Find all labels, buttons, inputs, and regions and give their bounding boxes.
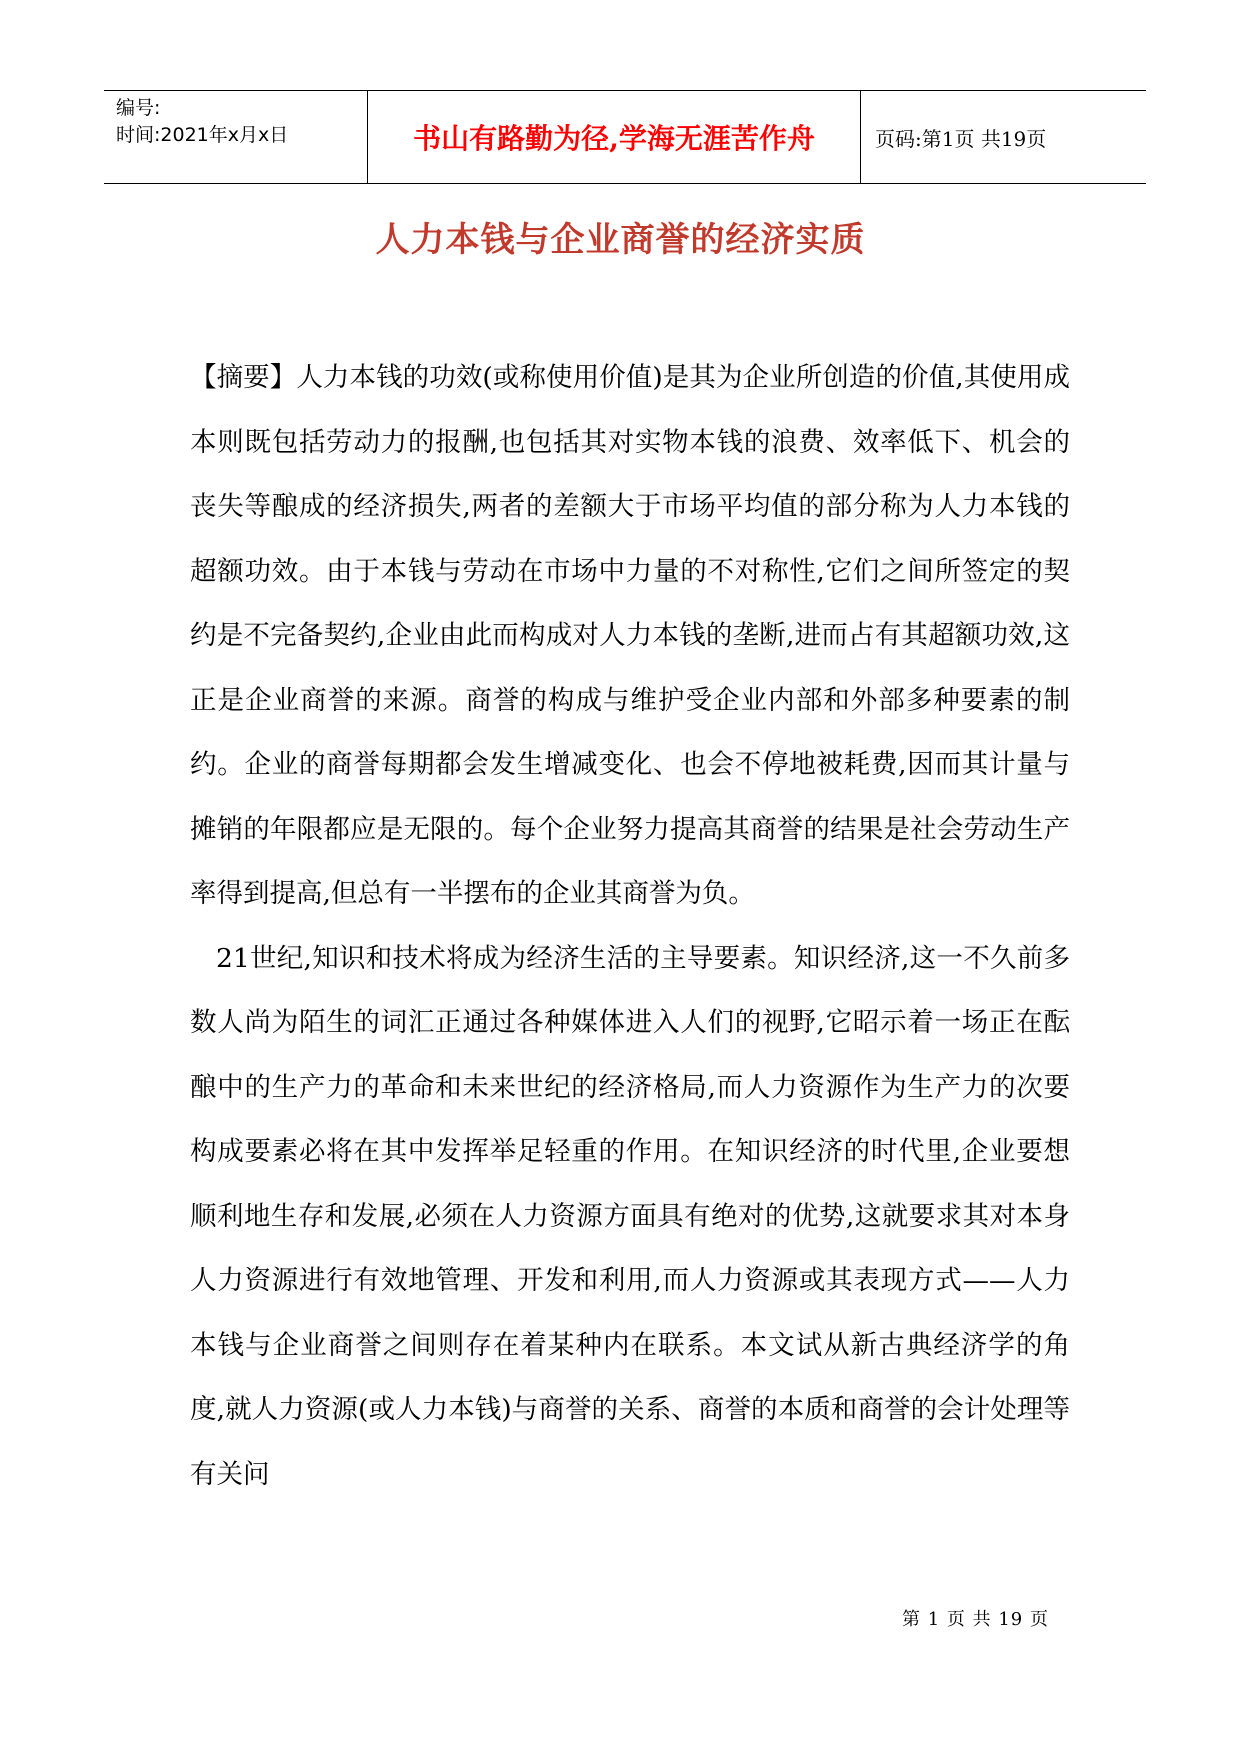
- page-header: [104, 90, 1146, 184]
- page-footer: 第 1 页 共 19 页: [902, 1609, 1049, 1630]
- body-paragraph: 21世纪,知识和技术将成为经济生活的主导要素。知识经济,这一不久前多数人尚为陌生的词汇正通过各种媒体进入人们的视野,它昭示着一场正在酝酿中的生产力的革命和未来世纪的经济格局,而人力资源作为生产力的次要构成要素必将在其中发挥举足轻重的作用。在知识经济的时代里,企业要想顺利地生存和发展,必须在人力资源方面具有绝对的优势,这就要求其对本身人力资源进行有效地管理、开发和利用,而人力资源或其表现方式——人力本钱与企业商誉之间则存在着某种内在联系。本文试从新古典经济学的角度,就人力资源(或人力本钱)与商誉的关系、商誉的本质和商誉的会计处理等有关问: [190, 942, 1070, 1490]
- document-title: 人力本钱与企业商誉的经济实质: [375, 220, 866, 260]
- abstract-paragraph: 【摘要】人力本钱的功效(或称使用价值)是其为企业所创造的价值,其使用成本则既包括劳动力的报酬,也包括其对实物本钱的浪费、效率低下、机会的丧失等酿成的经济损失,两者的差额大于市场平均值的部分称为人力本钱的超额功效。由于本钱与劳动在市场中力量的不对称性,它们之间所签定的契约是不完备契约,企业由此而构成对人力本钱的垄断,进而占有其超额功效,这正是企业商誉的来源。商誉的构成与维护受企业内部和外部多种要素的制约。企业的商誉每期都会发生增减变化、也会不停地被耗费,因而其计量与摊销的年限都应是无限的。每个企业努力提高其商誉的结果是社会劳动生产率得到提高,但总有一半摆布的企业其商誉为负。: [190, 362, 1070, 909]
- header-meta: [104, 91, 368, 183]
- header-motto: 书山有路勤为径,学海无涯苦作舟: [368, 91, 861, 183]
- code-label: 编号:: [116, 97, 161, 119]
- document-body: [190, 346, 1070, 1507]
- time-label: 时间:2021年x月x日: [116, 124, 289, 146]
- header-page-info: 页码:第1页 共19页: [875, 126, 1047, 151]
